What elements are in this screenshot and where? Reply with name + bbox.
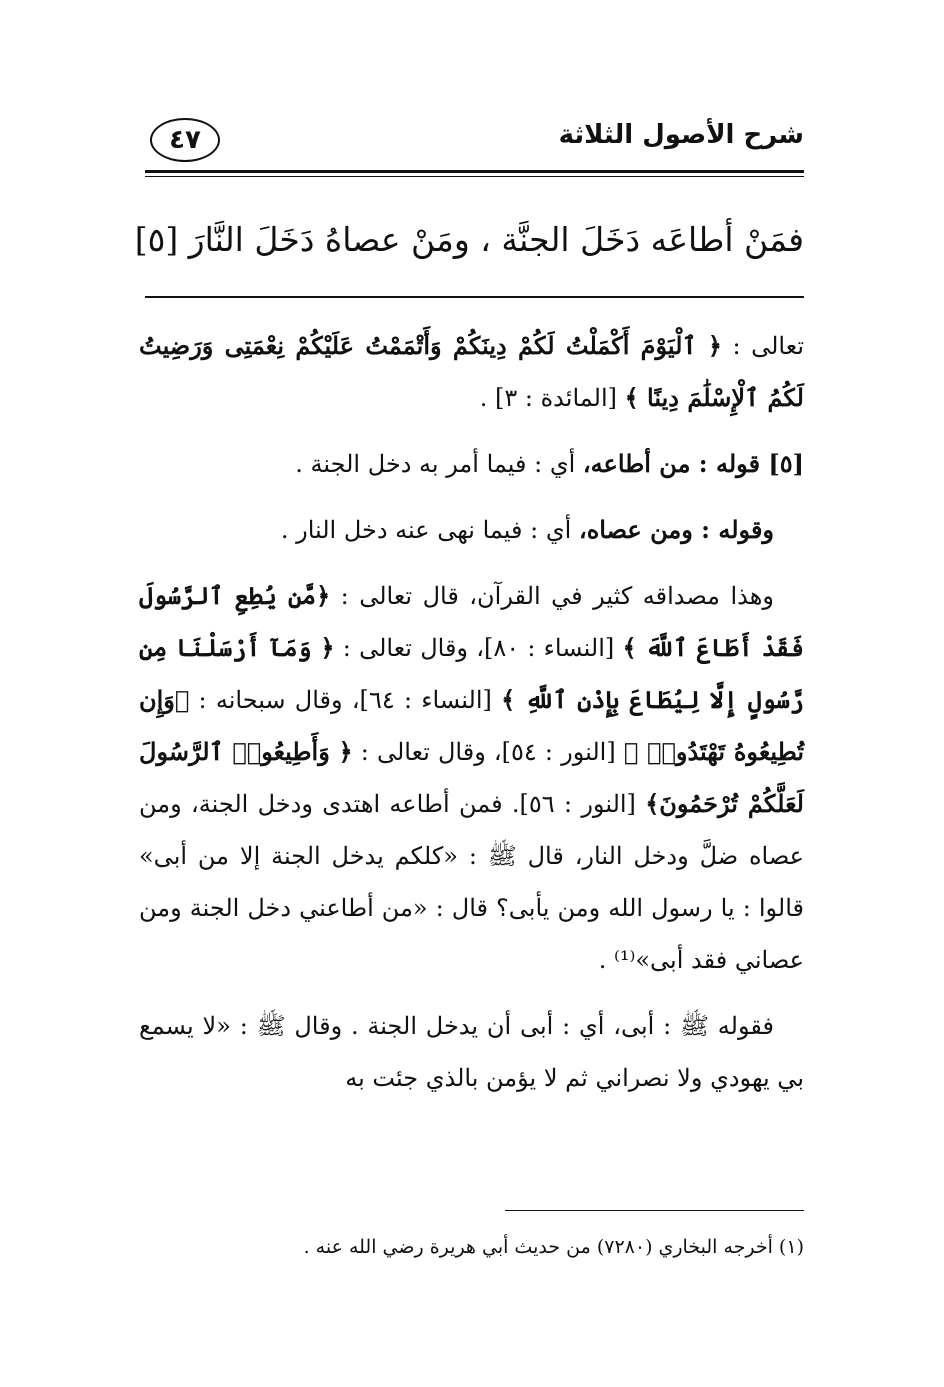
paragraph-3: [139, 504, 804, 556]
p2-text: أي : فيما أمر به دخل الجنة .: [295, 450, 583, 478]
quran-verse: ﴿وَإِن تُطِيعُوهُ تَهْتَدُوا۟ ﴾: [139, 685, 805, 766]
p1-intro: تعالى :: [721, 332, 804, 360]
matn-text: فمَنْ أطاعَه دَخَلَ الجنَّة ، ومَنْ عصاهُ دَخَلَ النَّارَ [٥]: [134, 220, 804, 259]
paragraph-2: [139, 438, 804, 490]
commentary-body: [139, 320, 804, 1104]
p2-lead: [٥] قوله : من أطاعه،: [582, 449, 804, 478]
p3-text: أي : فيما نهى عنه دخل النار .: [280, 516, 579, 544]
paragraph-4: [139, 570, 804, 986]
p4-ref-4: [النور : ٥٦]. فمن أطاعه اهتدى ودخل الجنة، ومن عصاه ضلَّ ودخل النار، قال ﷺ : «كلكم يدخل الجنة إلا من أبى» قالوا : يا رسول الله ومن يأبى؟ قال : «من أطاعني دخل الجنة ومن عصاني فقد أبى»⁽¹⁾ .: [139, 790, 804, 974]
quran-verse: ﴿ ٱلْيَوْمَ أَكْمَلْتُ لَكُمْ دِينَكُمْ وَأَتْمَمْتُ عَلَيْكُمْ نِعْمَتِى وَرَضِيتُ لَكُمُ ٱلْإِسْلَٰمَ دِينًا ﴾: [139, 331, 804, 412]
paragraph-5: فقوله ﷺ : أبى، أي : أبى أن يدخل الجنة . وقال ﷺ : «لا يسمع بي يهودي ولا نصراني ثم لا يؤمن بالذي جئت به: [139, 1012, 804, 1092]
p4-intro: وهذا مصداقه كثير في القرآن، قال تعالى :: [330, 582, 775, 610]
p4-ref-1: [النساء : ٨٠]، وقال تعالى :: [334, 634, 623, 662]
quran-verse: ﴿مَّن يُطِعِ ٱلرَّسُولَ فَقَدْ أَطَاعَ ٱللَّهَ ﴾: [139, 581, 804, 662]
matn-divider: [145, 296, 804, 298]
footnote: (١) أخرجه البخاري (٧٢٨٠) من حديث أبي هريرة رضي الله عنه .: [303, 1236, 804, 1258]
p1-reference: [المائدة : ٣] .: [479, 384, 625, 412]
p4-ref-2: [النساء : ٦٤]، وقال سبحانه :: [189, 686, 502, 714]
p4-ref-3: [النور : ٥٤]، وقال تعالى :: [352, 738, 624, 766]
page-number-badge: ٤٧: [150, 118, 220, 162]
header-rule-thick: [145, 170, 804, 173]
p3-lead: وقوله : ومن عصاه،: [578, 515, 774, 544]
header-rule-thin: [145, 176, 804, 177]
quran-verse: ﴿ وَمَآ أَرْسَلْنَا مِن رَّسُولٍ إِلَّا لِيُطَاعَ بِإِذْنِ ٱللَّهِ ﴾: [139, 633, 804, 714]
running-title: شرح الأصول الثلاثة: [558, 120, 804, 150]
paragraph-1: [139, 320, 804, 424]
footnote-divider: [505, 1210, 804, 1211]
quran-verse: ﴿ وَأَطِيعُوا۟ ٱلرَّسُولَ لَعَلَّكُمْ تُرْحَمُونَ﴾: [139, 737, 804, 818]
